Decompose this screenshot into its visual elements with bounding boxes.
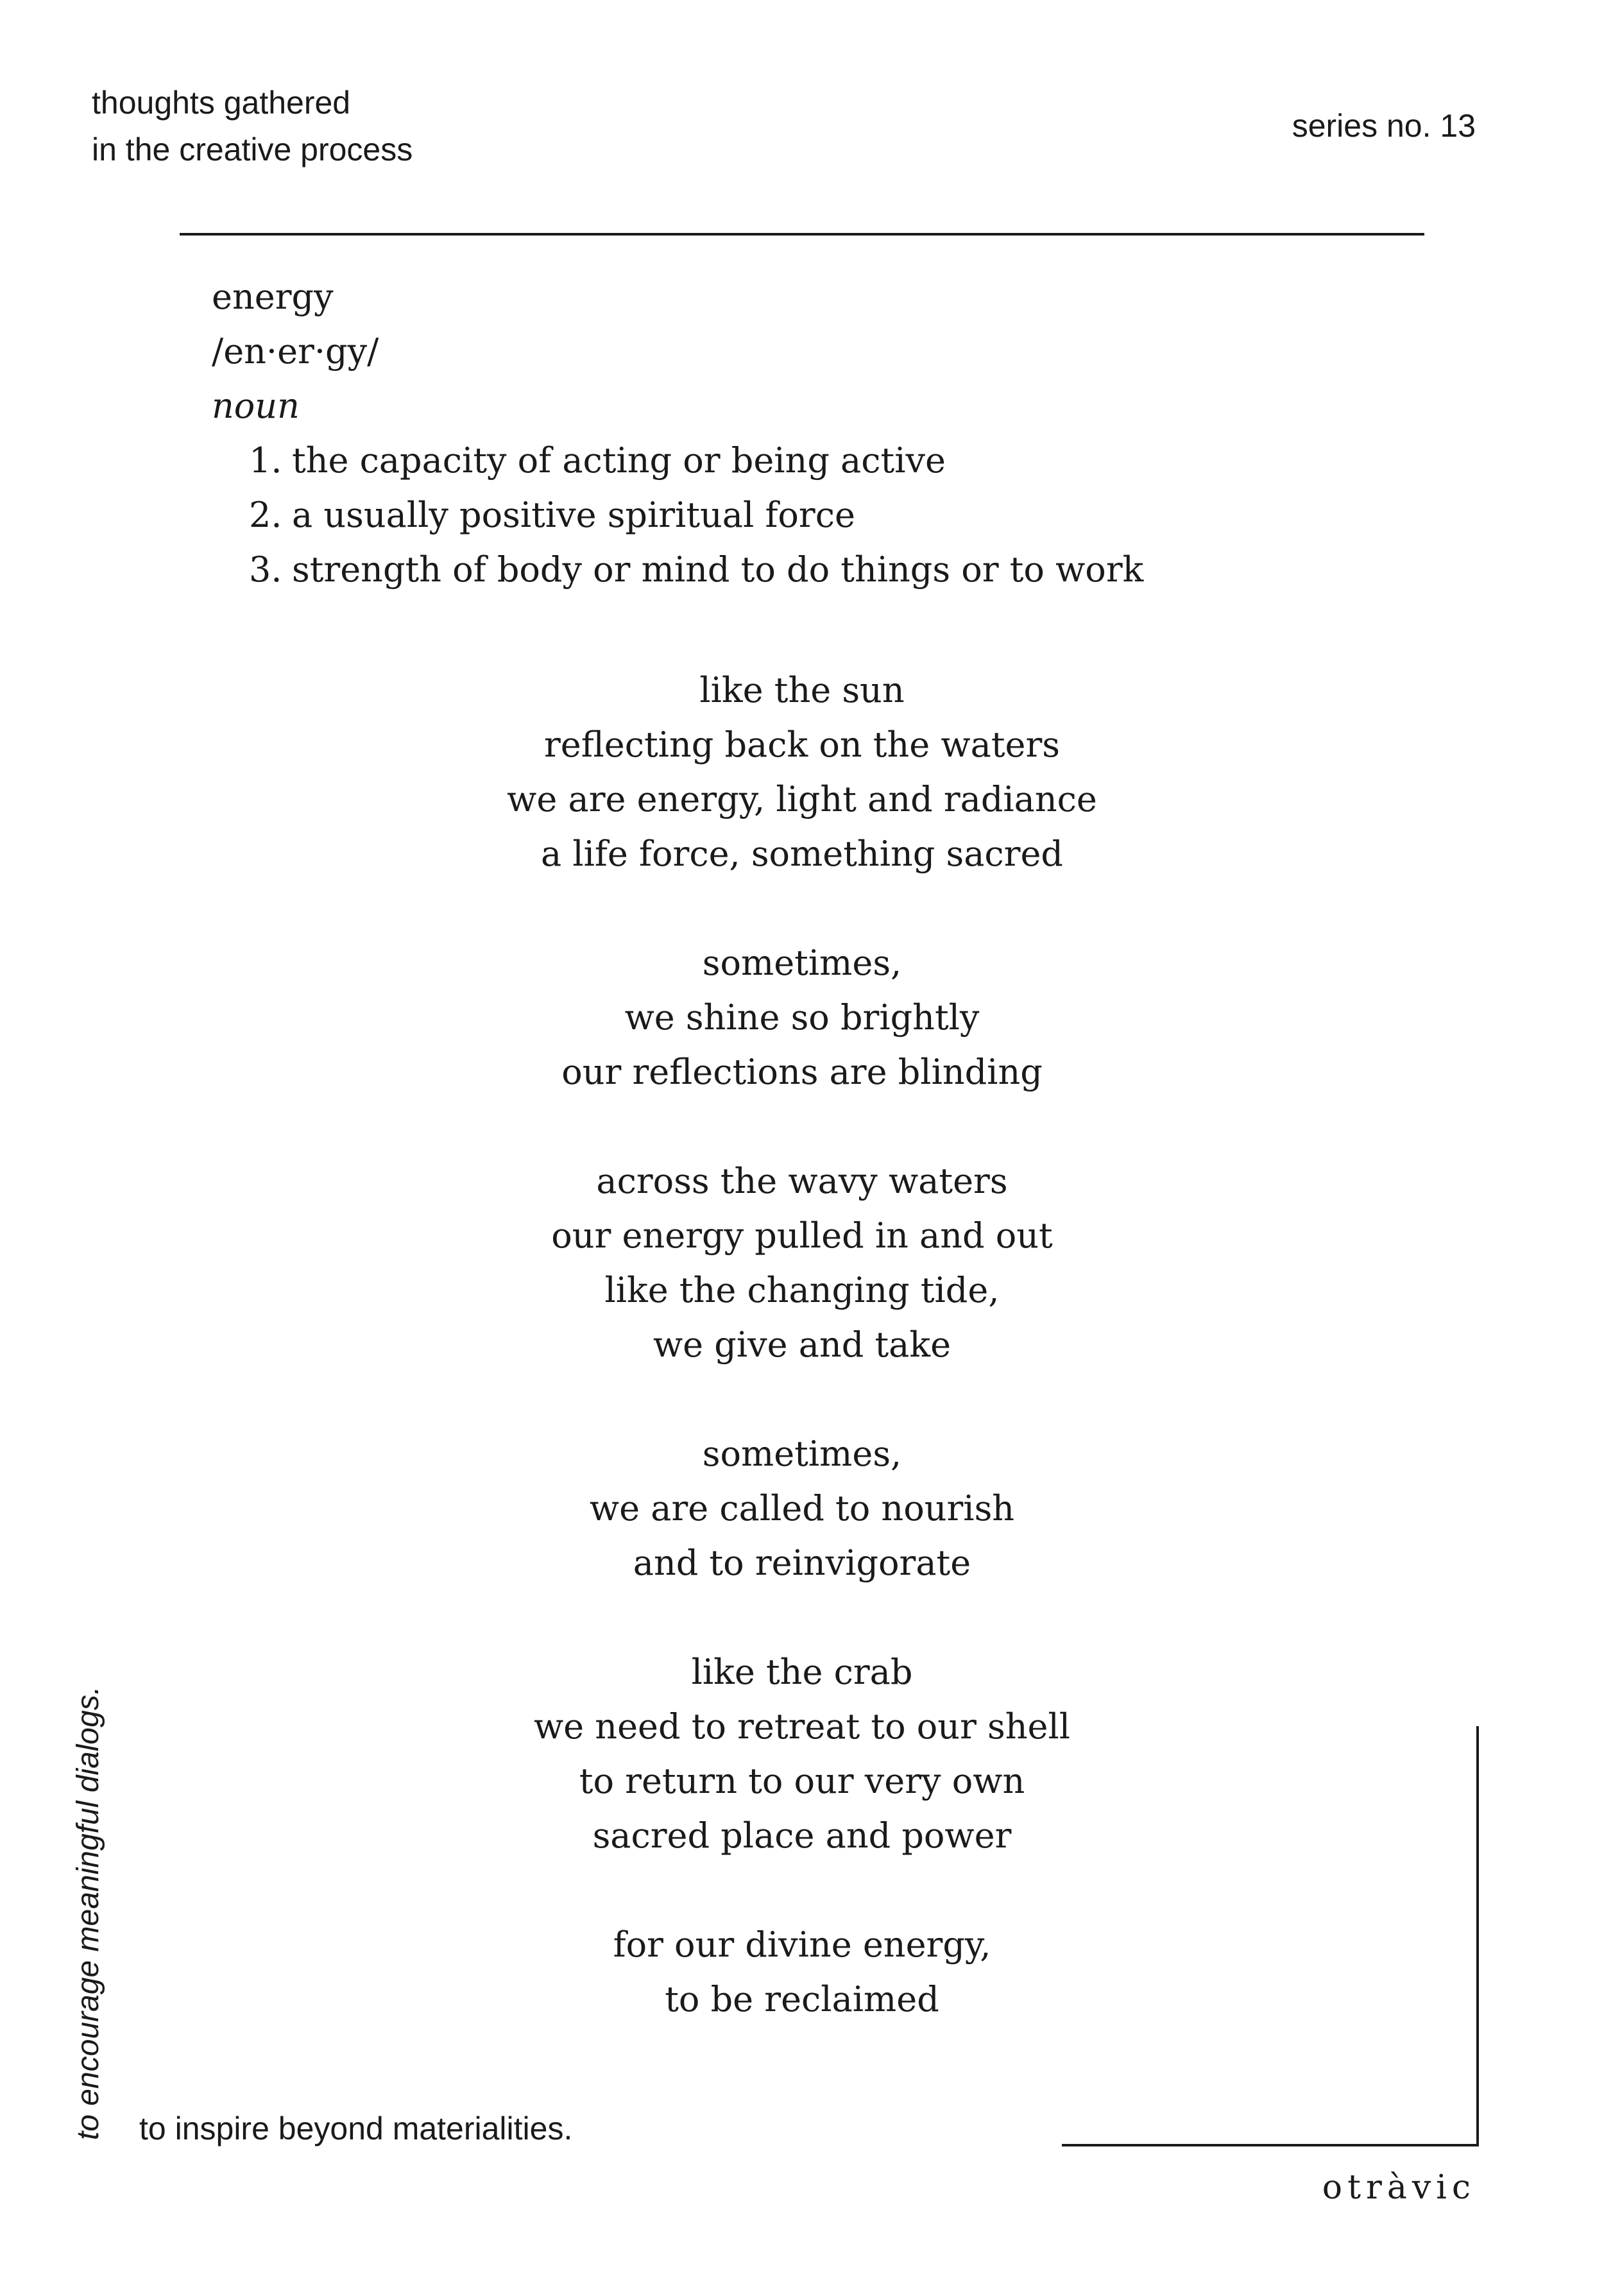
corner-bracket-horizontal: [1062, 2144, 1479, 2146]
definition-part-of-speech: noun: [212, 386, 300, 426]
poem-line: for our divine energy,: [613, 1924, 991, 1965]
definition-sense: [212, 433, 1143, 488]
brand-logo: otràvic: [1322, 2168, 1476, 2207]
vertical-tagline: to encourage meaningful dialogs.: [71, 1686, 105, 2140]
poem-line: a life force, something sacred: [541, 834, 1063, 874]
poem-line: we give and take: [653, 1324, 951, 1365]
sense-text: a usually positive spiritual force: [292, 495, 855, 535]
poem-line: our reflections are blinding: [561, 1052, 1043, 1092]
sense-text: strength of body or mind to do things or to work: [292, 549, 1144, 590]
poem-line: like the sun: [699, 670, 905, 710]
poem-line: we shine so brightly: [624, 997, 980, 1038]
poem-stanza: [160, 1154, 1444, 1372]
sense-number: 2.: [249, 495, 282, 535]
poem-line: to be reclaimed: [665, 1979, 939, 2019]
poem-line: like the changing tide,: [604, 1270, 1000, 1310]
poem: [160, 663, 1444, 2026]
poem-line: sometimes,: [702, 1434, 902, 1474]
poem-stanza: [160, 1426, 1444, 1590]
corner-bracket-vertical: [1476, 1726, 1479, 2146]
definition-sense: [212, 488, 1143, 542]
definition-word: energy: [212, 277, 334, 317]
sense-number: 1.: [249, 440, 282, 481]
poem-stanza: [160, 936, 1444, 1099]
poem-line: across the wavy waters: [596, 1161, 1008, 1201]
footer-tagline: to inspire beyond materialities.: [139, 2111, 573, 2146]
sense-number: 3.: [249, 549, 282, 590]
sense-text: the capacity of acting or being active: [292, 440, 946, 481]
definition-senses: [212, 433, 1143, 597]
poem-line: we are energy, light and radiance: [507, 779, 1097, 819]
poem-line: and to reinvigorate: [633, 1543, 971, 1583]
series-number: series no. 13: [1292, 108, 1476, 144]
poem-line: we need to retreat to our shell: [533, 1706, 1071, 1747]
header-title: [92, 80, 413, 173]
poem-stanza: [160, 663, 1444, 881]
header-line-2: in the creative process: [92, 132, 413, 167]
poem-line: sometimes,: [702, 943, 902, 983]
definition-pronunciation: /en·er·gy/: [212, 331, 379, 372]
poem-stanza: [160, 1917, 1444, 2026]
dictionary-definition: [212, 270, 1143, 597]
poem-line: our energy pulled in and out: [551, 1215, 1053, 1256]
poem-line: reflecting back on the waters: [543, 724, 1060, 765]
poem-line: sacred place and power: [592, 1815, 1012, 1856]
poem-line: to return to our very own: [579, 1761, 1025, 1801]
poem-stanza: [160, 1645, 1444, 1863]
top-divider: [180, 233, 1424, 236]
poem-line: we are called to nourish: [589, 1488, 1015, 1529]
header-line-1: thoughts gathered: [92, 85, 351, 121]
definition-sense: [212, 542, 1143, 597]
poem-line: like the crab: [691, 1652, 913, 1692]
